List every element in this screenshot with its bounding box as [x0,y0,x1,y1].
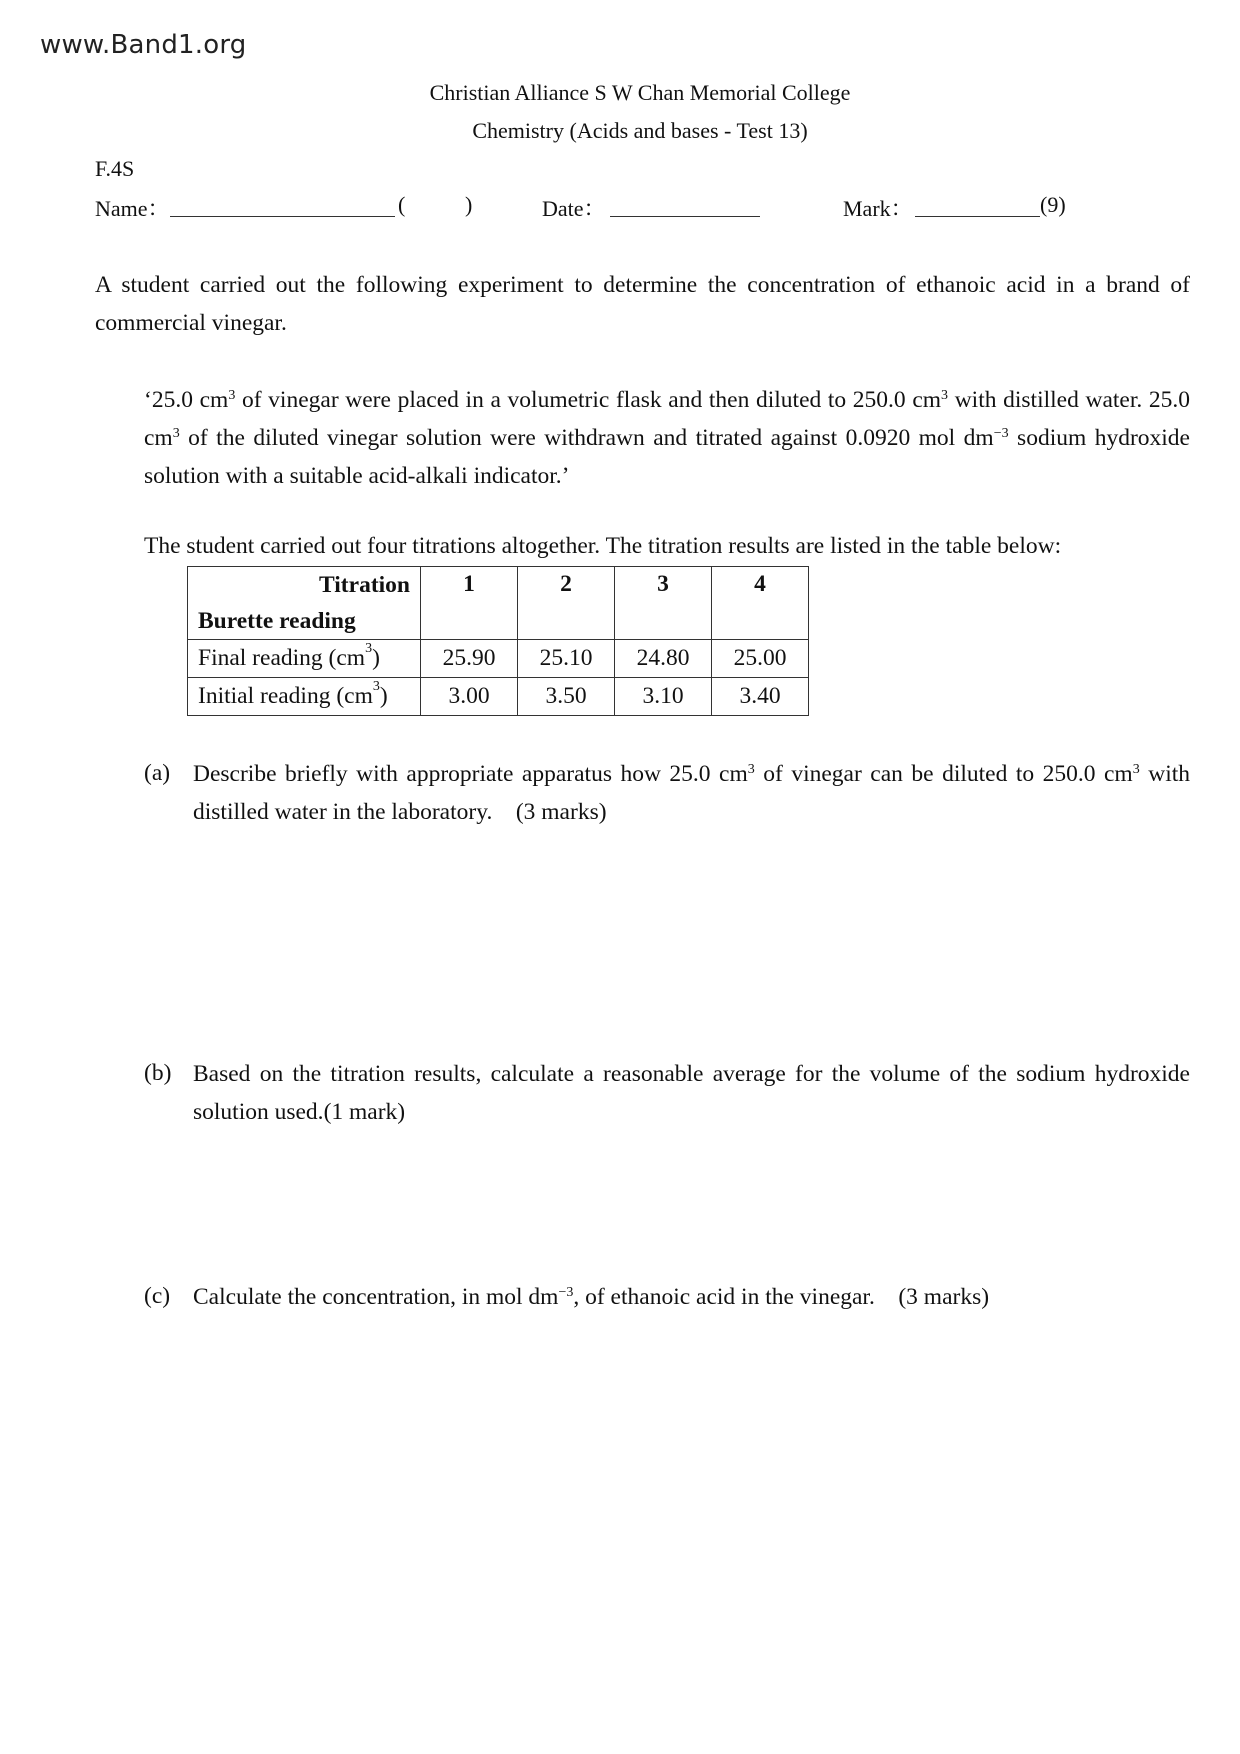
table-row [188,678,809,716]
name-field-group [95,192,170,223]
superscript: 3 [228,388,236,403]
superscript: 3 [747,762,755,777]
titration-results-table [187,566,809,716]
mark-field[interactable] [915,194,1040,217]
mark-label: Mark： [843,196,913,221]
column-header: 4 [712,567,809,640]
class-no-close: ) [465,192,473,217]
class-label: F.4S [95,156,135,181]
column-header: 1 [421,567,518,640]
superscript: 3 [1132,762,1140,777]
total-marks: (9) [1040,192,1066,217]
name-field[interactable] [170,194,395,217]
question-a-marks: (3 marks) [515,799,607,825]
row-label-text: Initial reading (cm [198,683,373,709]
question-text: , of ethanoic acid in the vinegar. [573,1284,875,1310]
question-c-text [193,1278,1190,1316]
superscript: −3 [993,426,1009,441]
row-label-text: Final reading (cm [198,645,366,671]
question-a-text [193,755,1190,831]
superscript: 3 [365,641,373,656]
watermark-site-url: www.Band1.org [40,30,247,60]
superscript: 3 [172,426,180,441]
question-text: Calculate the concentration, in mol dm [193,1284,559,1310]
question-b-text [193,1055,1190,1131]
question-text: with distilled water in the laboratory. [193,761,1190,825]
table-cell: 25.00 [712,640,809,678]
superscript: 3 [941,388,949,403]
quote-text: with distilled water. 25.0 cm [144,387,1191,451]
question-b-label: (b) [144,1060,172,1086]
table-intro: The student carried out four titrations altogether. The titration results are listed in the table below: [144,533,1062,559]
column-header: 2 [518,567,615,640]
row-label-text: ) [379,683,388,709]
name-label: Name： [95,196,170,221]
intro-paragraph: A student carried out the following experiment to determine the concentration of ethanoic acid in a brand of commercial vinegar. [95,272,1190,336]
table-cell: 25.90 [421,640,518,678]
procedure-quote [144,381,1190,495]
row-label-initial-reading [188,678,421,716]
quote-text: sodium hydroxide solution with a suitable acid-alkali indicator.’ [144,425,1190,489]
question-text: Describe briefly with appropriate apparatus how 25.0 cm [193,761,748,787]
question-a-answer-space[interactable] [193,840,1190,1040]
table-cell: 25.10 [518,640,615,678]
table-row [188,640,809,678]
date-label: Date： [542,196,606,221]
quote-text: ‘25.0 cm [144,387,229,413]
table-cell: 3.40 [712,678,809,716]
test-title: Chemistry (Acids and bases - Test 13) [472,118,808,143]
question-c-answer-space[interactable] [193,1325,1190,1725]
question-c-label: (c) [144,1283,171,1309]
school-name: Christian Alliance S W Chan Memorial College [429,80,851,105]
table-cell: 3.00 [421,678,518,716]
superscript: 3 [372,679,380,694]
quote-text: of the diluted vinegar solution were withdrawn and titrated against 0.0920 mol dm [179,425,994,451]
row-label-text: ) [372,645,380,671]
header-titration: Titration [188,567,421,604]
table-cell: 3.10 [615,678,712,716]
superscript: −3 [558,1285,574,1300]
class-no-open: ( [398,192,406,217]
quote-text: of vinegar were placed in a volumetric flask and then diluted to 250.0 cm [235,387,942,413]
question-text: of vinegar can be diluted to 250.0 cm [754,761,1133,787]
question-b-answer-space[interactable] [193,1135,1190,1265]
table-cell: 3.50 [518,678,615,716]
header-burette-reading: Burette reading [188,603,421,640]
table-header-row [188,567,809,604]
question-c-marks: (3 marks) [898,1284,990,1310]
row-label-final-reading [188,640,421,678]
date-field[interactable] [610,194,760,217]
question-b-marks: (1 mark) [323,1099,406,1125]
question-text: Based on the titration results, calculate a reasonable average for the volume of the sodium hydroxide solution used. [193,1061,1190,1125]
column-header: 3 [615,567,712,640]
table-cell: 24.80 [615,640,712,678]
question-a-label: (a) [144,760,171,786]
